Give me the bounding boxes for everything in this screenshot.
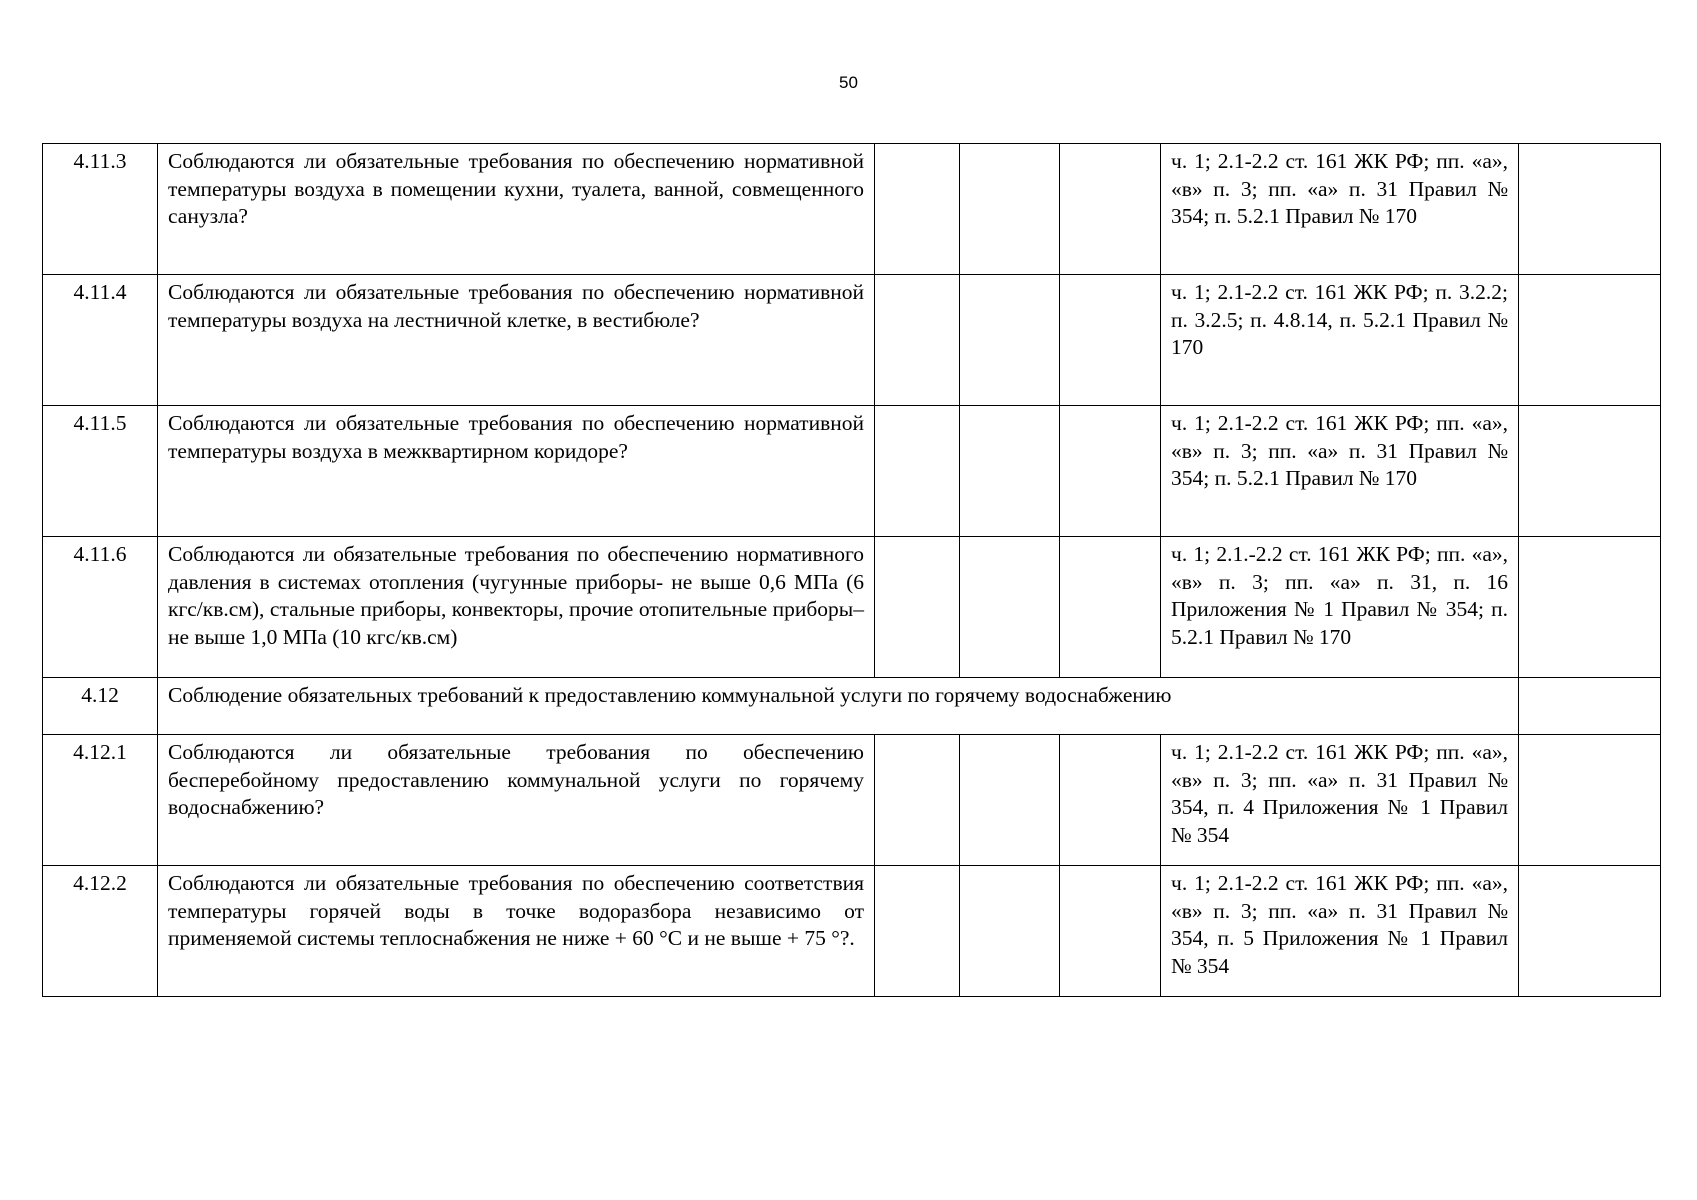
notes-cell — [1519, 537, 1661, 678]
answer-yes-cell — [875, 406, 960, 537]
page-number: 50 — [839, 73, 858, 92]
notes-cell — [1519, 144, 1661, 275]
table-row — [43, 275, 1661, 406]
answer-na-cell — [1060, 406, 1161, 537]
answer-no-cell — [960, 275, 1060, 406]
table-row — [43, 866, 1661, 997]
item-number: 4.11.4 — [43, 275, 158, 406]
legal-reference: ч. 1; 2.1-2.2 ст. 161 ЖК РФ; пп. «а», «в» п. 3; пп. «а» п. 31 Правил № 354; п. 5.2.1 Правил № 170 — [1161, 406, 1519, 537]
notes-cell — [1519, 678, 1661, 735]
item-number: 4.11.6 — [43, 537, 158, 678]
notes-cell — [1519, 735, 1661, 866]
answer-no-cell — [960, 866, 1060, 997]
table-row — [43, 144, 1661, 275]
requirement-question: Соблюдаются ли обязательные требования по обеспечению нормативного давления в системах отопления (чугунные приборы- не выше 0,6 МПа (6 кгс/кв.см), стальные приборы, конвекторы, прочие отопительные приборы– не выше 1,0 МПа (10 кгс/кв.см) — [158, 537, 875, 678]
requirement-question: Соблюдаются ли обязательные требования по обеспечению соответствия температуры горячей воды в точке водоразбора независимо от применяемой системы теплоснабжения не ниже + 60 °С и не выше + 75 °?. — [158, 866, 875, 997]
notes-cell — [1519, 866, 1661, 997]
requirement-question: Соблюдаются ли обязательные требования по обеспечению нормативной температуры воздуха на лестничной клетке, в вестибюле? — [158, 275, 875, 406]
answer-no-cell — [960, 735, 1060, 866]
requirement-question: Соблюдаются ли обязательные требования по обеспечению бесперебойному предоставлению коммунальной услуги по горячему водоснабжению? — [158, 735, 875, 866]
table-row — [43, 537, 1661, 678]
notes-cell — [1519, 275, 1661, 406]
answer-na-cell — [1060, 735, 1161, 866]
answer-yes-cell — [875, 275, 960, 406]
answer-no-cell — [960, 537, 1060, 678]
requirement-question: Соблюдаются ли обязательные требования по обеспечению нормативной температуры воздуха в помещении кухни, туалета, ванной, совмещенного санузла? — [158, 144, 875, 275]
legal-reference: ч. 1; 2.1-2.2 ст. 161 ЖК РФ; пп. «а», «в» п. 3; пп. «а» п. 31 Правил № 354, п. 4 Приложения № 1 Правил № 354 — [1161, 735, 1519, 866]
legal-reference: ч. 1; 2.1-2.2 ст. 161 ЖК РФ; пп. «а», «в» п. 3; пп. «а» п. 31 Правил № 354, п. 5 Приложения № 1 Правил № 354 — [1161, 866, 1519, 997]
table-row — [43, 406, 1661, 537]
answer-yes-cell — [875, 866, 960, 997]
answer-yes-cell — [875, 537, 960, 678]
legal-reference: ч. 1; 2.1-2.2 ст. 161 ЖК РФ; пп. «а», «в» п. 3; пп. «а» п. 31 Правил № 354; п. 5.2.1 Правил № 170 — [1161, 144, 1519, 275]
answer-na-cell — [1060, 144, 1161, 275]
requirement-question: Соблюдаются ли обязательные требования по обеспечению нормативной температуры воздуха в межквартирном коридоре? — [158, 406, 875, 537]
item-number: 4.11.3 — [43, 144, 158, 275]
notes-cell — [1519, 406, 1661, 537]
section-number: 4.12 — [43, 678, 158, 735]
checklist-table — [42, 143, 1661, 997]
table-row — [43, 735, 1661, 866]
answer-yes-cell — [875, 144, 960, 275]
item-number: 4.12.1 — [43, 735, 158, 866]
answer-na-cell — [1060, 537, 1161, 678]
answer-na-cell — [1060, 275, 1161, 406]
legal-reference: ч. 1; 2.1-2.2 ст. 161 ЖК РФ; п. 3.2.2; п. 3.2.5; п. 4.8.14, п. 5.2.1 Правил № 170 — [1161, 275, 1519, 406]
answer-no-cell — [960, 406, 1060, 537]
section-title: Соблюдение обязательных требований к предоставлению коммунальной услуги по горячему водоснабжению — [158, 678, 1519, 735]
legal-reference: ч. 1; 2.1.-2.2 ст. 161 ЖК РФ; пп. «а», «в» п. 3; пп. «а» п. 31, п. 16 Приложения № 1 Правил № 354; п. 5.2.1 Правил № 170 — [1161, 537, 1519, 678]
answer-no-cell — [960, 144, 1060, 275]
answer-na-cell — [1060, 866, 1161, 997]
item-number: 4.12.2 — [43, 866, 158, 997]
section-header-row — [43, 678, 1661, 735]
item-number: 4.11.5 — [43, 406, 158, 537]
answer-yes-cell — [875, 735, 960, 866]
